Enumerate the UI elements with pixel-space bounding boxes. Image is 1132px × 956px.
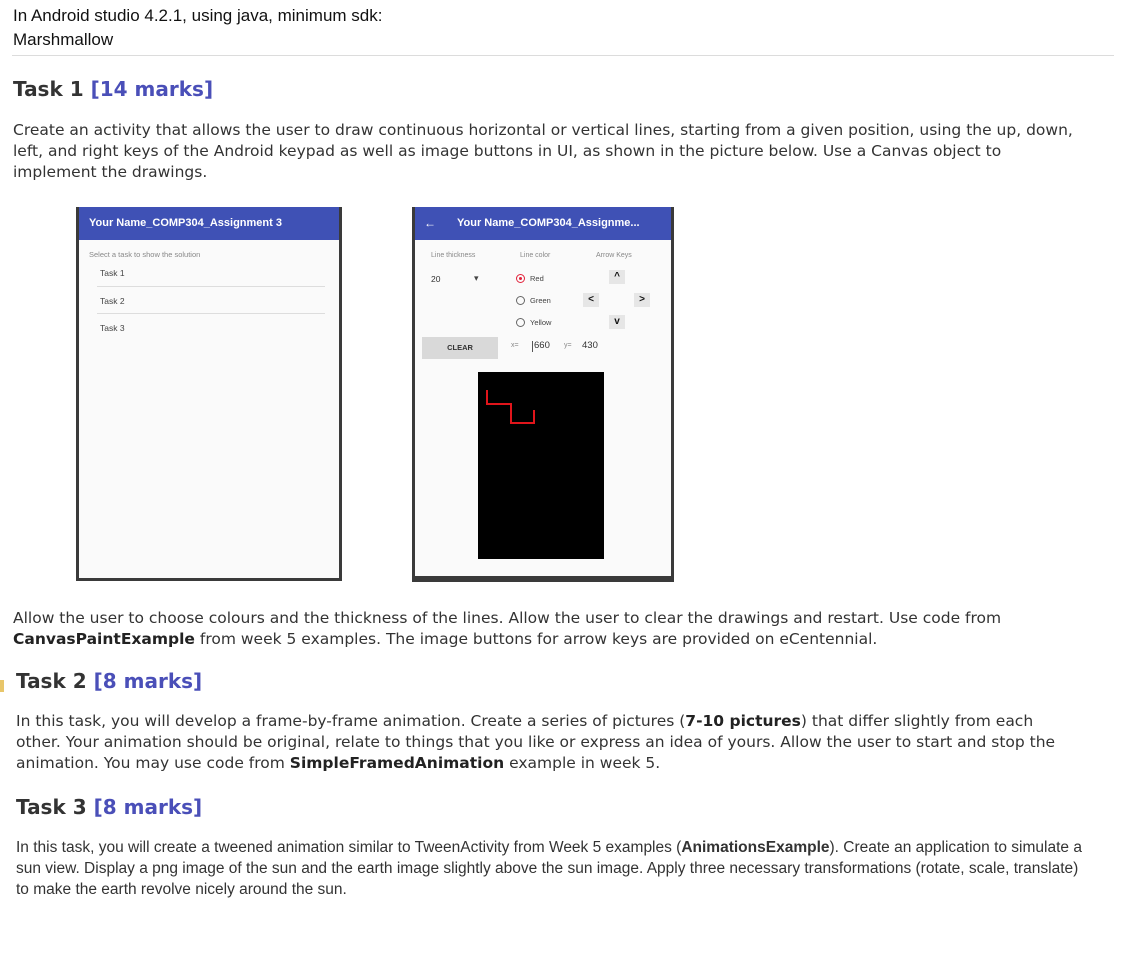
task1-intro-line-1: Create an activity that allows the user to draw continuous horizontal or vertical lines, starting from a given position, using the up, down,	[13, 121, 1073, 139]
task2-marks: [8 marks]	[93, 669, 203, 693]
header-divider	[12, 55, 1114, 56]
task3-line-1a: In this task, you will create a tweened animation similar to TweenActivity from Week 5 examples (	[16, 839, 682, 856]
task1-intro-line-3: implement the drawings.	[13, 163, 208, 181]
task3-line-2: sun view. Display a png image of the sun and the earth image slightly above the sun image. Apply three necessary transformations (rotate, scale, translate)	[16, 860, 1079, 877]
task3-heading	[16, 795, 202, 819]
screenshot1-divider	[97, 286, 325, 287]
animations-example: AnimationsExample	[681, 839, 830, 856]
x-label: x=	[511, 342, 519, 349]
screenshot1-app-bar: Your Name_COMP304_Assignment 3	[79, 207, 339, 240]
dropdown-arrow-icon: ▾	[474, 273, 479, 283]
screenshot2-title: Your Name_COMP304_Assignme...	[457, 217, 640, 229]
task2-line-1a: In this task, you will develop a frame-by-frame animation. Create a series of pictures (	[16, 712, 686, 730]
task3-marks: [8 marks]	[93, 795, 203, 819]
back-arrow-icon: ←	[424, 216, 436, 230]
task2-heading	[16, 669, 202, 693]
screenshot1-divider	[97, 313, 325, 314]
task1-details-line-2	[13, 629, 1123, 650]
task2-title: Task 2	[16, 669, 87, 693]
radio-yellow-label: Yellow	[530, 318, 552, 327]
task3-line-1c: ). Create an application to simulate a	[829, 839, 1082, 856]
task3-title: Task 3	[16, 795, 87, 819]
task1-details	[13, 608, 1123, 650]
arrow-left-icon: <	[583, 293, 599, 307]
radio-green-label: Green	[530, 296, 551, 305]
simple-framed-animation: SimpleFramedAnimation	[289, 754, 505, 772]
canvas-paint-example: CanvasPaintExample	[13, 630, 195, 648]
radio-yellow	[516, 318, 525, 327]
screenshot-task-list-screen	[79, 207, 339, 578]
header-line-2: Marshmallow	[13, 30, 114, 49]
arrow-right-icon: >	[634, 293, 650, 307]
screenshot-task-list	[76, 207, 342, 581]
screenshot1-task-item-2: Task 2	[100, 296, 125, 306]
task1-intro	[13, 120, 1123, 183]
screenshot1-task-item-3: Task 3	[100, 323, 125, 333]
task1-details-line-2-rest: from week 5 examples. The image buttons for arrow keys are provided on eCentennial.	[194, 630, 878, 648]
margin-marker	[0, 680, 4, 692]
drawing-canvas	[478, 372, 604, 559]
task3-line-1	[16, 837, 1128, 858]
radio-red	[516, 274, 525, 283]
task2-body	[16, 711, 1126, 774]
header-line-1: In Android studio 4.2.1, using java, minimum sdk:	[13, 6, 383, 25]
y-label: y=	[564, 342, 572, 349]
task2-line-1	[16, 711, 1126, 732]
task1-marks: [14 marks]	[90, 77, 214, 101]
screenshot1-task-item-1: Task 1	[100, 268, 125, 278]
task3-line-3: to make the earth revolve nicely around the sun.	[16, 881, 347, 898]
drawn-line	[487, 390, 534, 423]
radio-red-label: Red	[530, 274, 544, 283]
text-cursor	[532, 341, 533, 352]
line-thickness-label: Line thickness	[431, 252, 476, 259]
task2-line-3	[16, 753, 1126, 774]
task1-title: Task 1	[13, 77, 84, 101]
screenshot-drawing-activity	[412, 207, 674, 582]
task2-pictures-count: 7-10 pictures	[685, 712, 801, 730]
task2-line-2: other. Your animation should be original, relate to things that you like or express an idea of yours. Allow the user to start and stop the	[16, 733, 1056, 751]
radio-green	[516, 296, 525, 305]
x-value: 660	[534, 340, 550, 351]
screenshot2-app-bar	[415, 207, 671, 240]
task1-intro-line-2: left, and right keys of the Android keypad as well as image buttons in UI, as shown in the picture below. Use a Canvas object to	[13, 142, 1002, 160]
arrow-up-icon: ^	[609, 270, 625, 284]
task3-body	[16, 837, 1128, 900]
arrow-down-icon: v	[609, 315, 625, 329]
drawing-lines	[478, 372, 604, 559]
clear-button: CLEAR	[422, 337, 498, 359]
arrow-keys-label: Arrow Keys	[596, 252, 632, 259]
screenshot1-subtitle: Select a task to show the solution	[89, 250, 201, 259]
task2-line-3a: animation. You may use code from	[16, 754, 290, 772]
thickness-value: 20	[431, 274, 441, 284]
task1-heading	[13, 77, 213, 101]
task2-line-3c: example in week 5.	[504, 754, 661, 772]
y-value: 430	[582, 340, 598, 351]
task2-line-1c: ) that differ slightly from each	[800, 712, 1034, 730]
line-color-label: Line color	[520, 252, 551, 259]
screenshot-drawing-screen	[415, 207, 671, 576]
task1-details-line-1: Allow the user to choose colours and the thickness of the lines. Allow the user to clear the drawings and restart. Use code from	[13, 609, 1002, 627]
